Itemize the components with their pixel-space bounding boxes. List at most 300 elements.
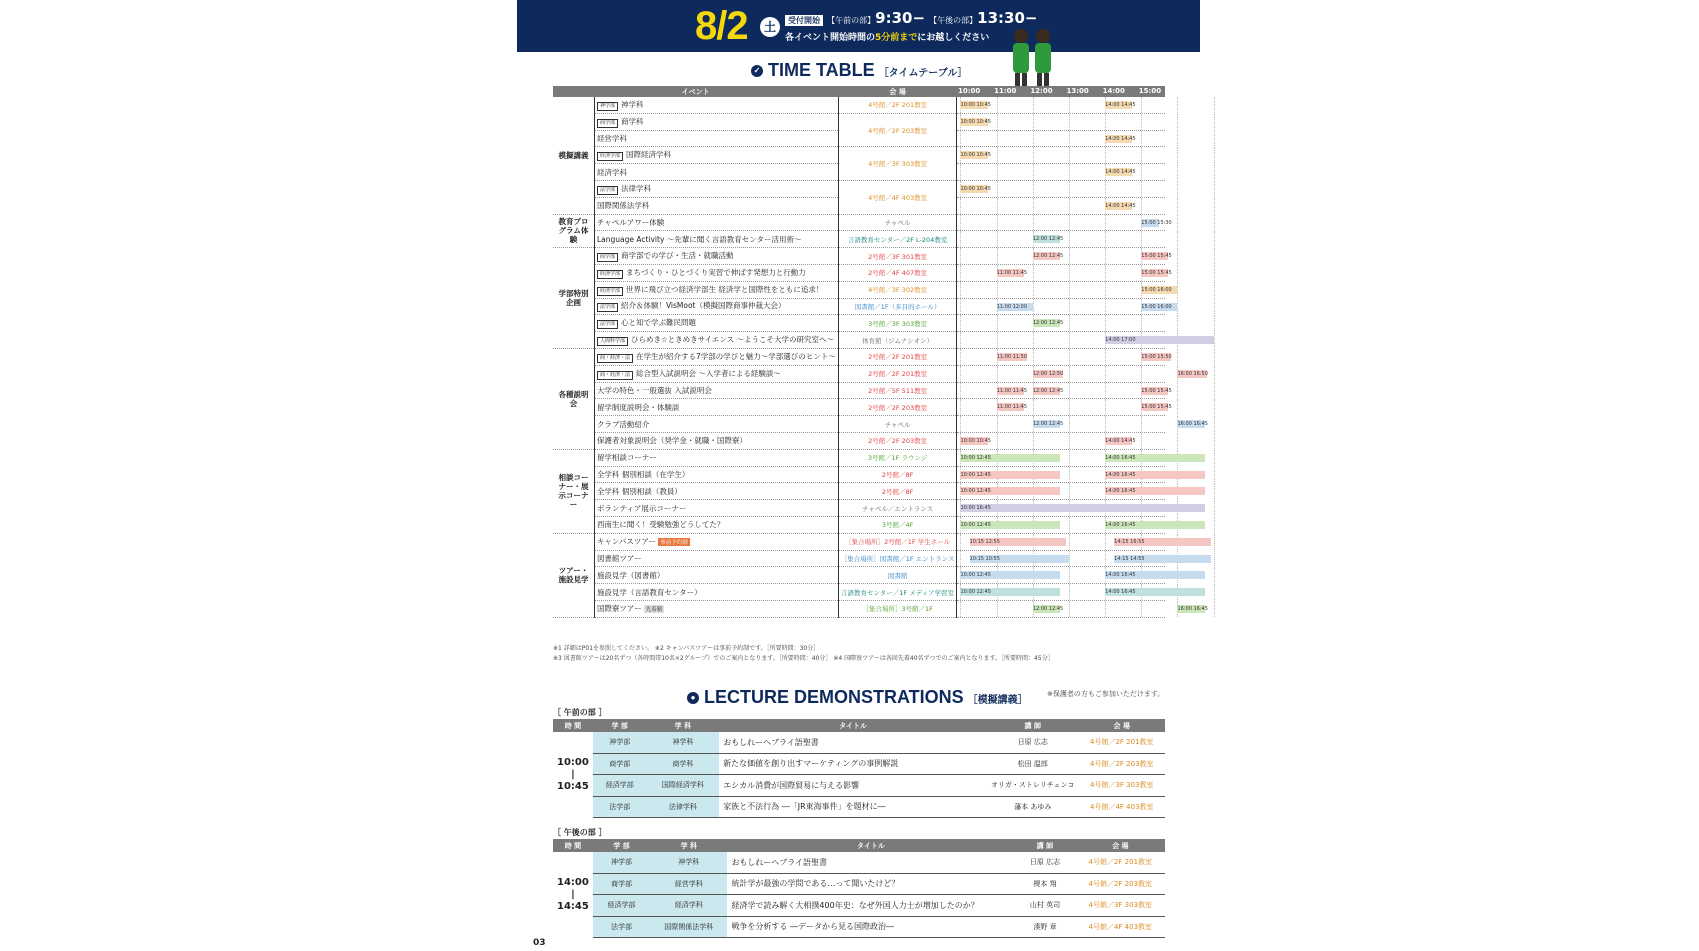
timetable-row bbox=[553, 382, 1165, 399]
hour-gridline bbox=[1069, 601, 1070, 617]
hours-header bbox=[957, 86, 1234, 97]
session-bar: 10:00 10:45 bbox=[960, 152, 991, 159]
lecture-room: 4号館／2F 201教室 bbox=[1079, 732, 1165, 753]
timetable-row bbox=[553, 97, 1165, 113]
schedule-cell bbox=[957, 600, 1208, 617]
lecture-row bbox=[553, 732, 1165, 753]
event-name: 全学科 個別相談（教員） bbox=[596, 486, 682, 496]
timetable-row bbox=[553, 416, 1165, 433]
faculty-tag: 法学部 bbox=[597, 320, 618, 329]
event-name-cell bbox=[594, 466, 838, 483]
event-name-cell bbox=[594, 348, 838, 365]
session-bar: 14:00 16:45 bbox=[1105, 588, 1204, 596]
lecture-room: 4号館／2F 203教室 bbox=[1076, 873, 1165, 895]
session-bar: 12:00 12:45 bbox=[1032, 253, 1064, 260]
venue-cell: 2号館／2F 203教室 bbox=[838, 399, 957, 416]
hour-gridline bbox=[1033, 131, 1034, 147]
venue-cell: 2号館／8F bbox=[838, 483, 957, 500]
hour-gridline bbox=[1214, 299, 1215, 315]
reception-line bbox=[785, 9, 1038, 27]
hour-gridline bbox=[1069, 517, 1070, 533]
am-lecture-body bbox=[553, 732, 1165, 818]
event-name-cell bbox=[594, 382, 838, 399]
hour-gridline bbox=[960, 399, 961, 415]
lecturer-name: 松田 温郎 bbox=[987, 753, 1079, 775]
lecture-title: 経済学で読み解く大相撲400年史：なぜ外国人力士が増加したのか？ bbox=[727, 895, 1014, 917]
event-name: キャンパスツアー bbox=[596, 537, 657, 547]
timetable-row bbox=[553, 449, 1165, 466]
lectures-title: LECTURE DEMONSTRATIONS bbox=[704, 687, 964, 707]
hour-gridline bbox=[1105, 265, 1106, 281]
event-name-cell bbox=[594, 332, 838, 349]
hour-gridline bbox=[1105, 416, 1106, 432]
session-bar: 10:00 16:45 bbox=[960, 504, 1204, 512]
session-bar: 12:00 12:45 bbox=[1032, 387, 1064, 394]
hour-gridline bbox=[1141, 433, 1142, 449]
session-bar: 15:00 16:00 bbox=[1141, 286, 1177, 294]
hour-gridline bbox=[960, 131, 961, 147]
hour-gridline bbox=[1069, 299, 1070, 315]
lectures-note: ※保護者の方もご参加いただけます。 bbox=[1047, 690, 1165, 698]
event-weekday: 土 bbox=[760, 17, 780, 37]
hour-gridline bbox=[1177, 315, 1178, 331]
event-name-cell bbox=[594, 365, 838, 382]
dept-cell: 法律学科 bbox=[647, 796, 720, 818]
event-name-cell bbox=[594, 130, 838, 147]
session-end: 10:45 bbox=[557, 780, 589, 792]
lecture-room: 4号館／3F 303教室 bbox=[1076, 895, 1165, 917]
schedule-cell bbox=[957, 264, 1172, 281]
faculty-cell: 商学部 bbox=[593, 753, 647, 775]
group-label: 各種説明会 bbox=[553, 348, 594, 449]
brochure-page bbox=[517, 0, 1234, 951]
hour-gridline bbox=[960, 231, 961, 247]
timetable-row bbox=[553, 281, 1165, 298]
hour-label: 15:00 bbox=[1138, 87, 1162, 95]
event-name-cell bbox=[594, 600, 838, 617]
schedule-cell bbox=[957, 416, 1208, 433]
lecturer-name: 日原 広志 bbox=[1014, 852, 1075, 873]
hour-gridline bbox=[1141, 97, 1142, 113]
schedule-cell bbox=[957, 399, 1172, 416]
session-bar: 11:00 11:50 bbox=[996, 353, 1028, 360]
session-bar: 16:00 16:45 bbox=[1177, 605, 1208, 612]
lecture-room: 4号館／3F 303教室 bbox=[1079, 775, 1165, 797]
hour-gridline bbox=[1177, 164, 1178, 180]
event-name-cell bbox=[594, 516, 838, 533]
pm-lecture-table bbox=[553, 839, 1165, 938]
schedule-cell bbox=[957, 315, 1165, 332]
event-name-cell bbox=[594, 584, 838, 601]
venue-cell: 3号館／4F bbox=[838, 516, 957, 533]
event-name: 在学生が紹介する7学部の学びと魅力～学部選びのヒント～ bbox=[635, 351, 836, 361]
am-session-label: ［ 午前の部 ］ bbox=[553, 708, 607, 717]
timetable-row bbox=[553, 399, 1165, 416]
title-header: タイトル bbox=[719, 719, 987, 732]
venue-cell: ［集合場所］2号館／1F 学生ホール bbox=[838, 533, 957, 550]
schedule-cell bbox=[957, 348, 1172, 365]
lecture-row bbox=[553, 852, 1165, 873]
venue-header: 会 場 bbox=[838, 86, 957, 97]
hour-gridline bbox=[1033, 282, 1034, 298]
hour-gridline bbox=[1214, 332, 1215, 348]
check-icon: ✓ bbox=[751, 65, 763, 77]
lecturer-name: オリガ・ストレリチェンコ bbox=[987, 775, 1079, 797]
dept-cell: 経済学科 bbox=[650, 895, 727, 917]
timetable-row bbox=[553, 214, 1165, 231]
hour-label: 10:00 bbox=[957, 87, 981, 95]
group-label: 学部特別企画 bbox=[553, 248, 594, 349]
hour-gridline bbox=[1069, 433, 1070, 449]
hour-gridline bbox=[997, 147, 998, 163]
session-bar: 15:00 15:45 bbox=[1141, 387, 1172, 394]
venue-cell: 4号館／3F 303教室 bbox=[838, 147, 957, 181]
hour-gridline bbox=[1214, 450, 1215, 466]
session-bar: 14:00 16:45 bbox=[1105, 571, 1204, 579]
session-bar: 10:00 12:45 bbox=[960, 471, 1059, 479]
arrival-note-pre: 各イベント開始時間の bbox=[785, 33, 876, 43]
group-label: 相談コーナー・展示コーナー bbox=[553, 449, 594, 533]
hour-gridline bbox=[1105, 114, 1106, 130]
session-bar: 15:00 15:45 bbox=[1141, 253, 1172, 260]
event-name: 世界に飛び立つ経済学部生 経済学と国際性をともに追求！ bbox=[625, 284, 824, 294]
venue-cell: 3号館／1F ラウンジ bbox=[838, 449, 957, 466]
dept-cell: 国際関係法学科 bbox=[650, 916, 727, 938]
hour-gridline bbox=[1033, 399, 1034, 415]
dept-cell: 神学科 bbox=[650, 852, 727, 873]
faculty-header: 学 部 bbox=[593, 839, 650, 852]
hour-gridline bbox=[1214, 366, 1215, 382]
schedule-cell bbox=[957, 550, 1165, 567]
hour-gridline bbox=[960, 215, 961, 231]
timetable-row bbox=[553, 567, 1165, 584]
hour-gridline bbox=[1214, 551, 1215, 567]
hour-gridline bbox=[997, 164, 998, 180]
venue-cell: 2号館／2F 201教室 bbox=[838, 365, 957, 382]
am-label: 【午前の部】 bbox=[827, 16, 876, 25]
lecture-row bbox=[553, 775, 1165, 797]
hour-gridline bbox=[1033, 97, 1034, 113]
first-come-badge: 先着制 bbox=[645, 607, 663, 614]
hour-gridline bbox=[1141, 147, 1142, 163]
schedule-cell bbox=[957, 214, 1172, 231]
event-name: 留学相談コーナー bbox=[596, 453, 657, 463]
event-name-cell bbox=[594, 298, 838, 315]
hour-gridline bbox=[1214, 349, 1215, 365]
hour-gridline bbox=[1105, 383, 1106, 399]
schedule-cell bbox=[957, 466, 1165, 483]
timetable-row bbox=[553, 264, 1165, 281]
faculty-cell: 神学部 bbox=[593, 852, 650, 873]
room-header: 会 場 bbox=[1079, 719, 1165, 732]
faculty-tag: 法学部 bbox=[597, 303, 618, 312]
timetable-row bbox=[553, 298, 1165, 315]
schedule-cell bbox=[957, 500, 1165, 517]
time-header: 時 間 bbox=[553, 839, 593, 852]
hour-label: 11:00 bbox=[994, 87, 1017, 95]
hour-gridline bbox=[1069, 366, 1070, 382]
hour-gridline bbox=[1141, 114, 1142, 130]
timetable-row bbox=[553, 533, 1165, 550]
hour-gridline bbox=[1105, 349, 1106, 365]
hour-gridline bbox=[1069, 164, 1070, 180]
session-bar: 14:00 14:45 bbox=[1105, 135, 1136, 142]
session-bar: 12:00 12:45 bbox=[1032, 605, 1064, 612]
hour-gridline bbox=[1177, 215, 1178, 231]
hour-gridline bbox=[960, 332, 961, 348]
session-bar: 10:15 12:55 bbox=[970, 538, 1067, 546]
lectures-heading bbox=[687, 687, 1028, 708]
hour-gridline bbox=[1214, 282, 1215, 298]
hour-gridline bbox=[1214, 231, 1215, 247]
hour-gridline bbox=[1214, 97, 1215, 113]
session-bar: 10:00 12:45 bbox=[960, 521, 1059, 529]
hour-gridline bbox=[960, 198, 961, 214]
lecture-row bbox=[553, 796, 1165, 818]
session-bar: 15:00 15:30 bbox=[1141, 219, 1172, 226]
lecture-header-row bbox=[553, 839, 1165, 852]
lecture-title: 統計学が最強の学問である…って聞いたけど？ bbox=[727, 873, 1014, 895]
faculty-tag: 商・経済・法 bbox=[597, 371, 633, 380]
timetable-row bbox=[553, 483, 1165, 500]
hour-gridline bbox=[1069, 383, 1070, 399]
session-bar: 14:00 14:45 bbox=[1105, 102, 1136, 108]
hour-gridline bbox=[1069, 114, 1070, 130]
hour-gridline bbox=[997, 198, 998, 214]
event-name: 商学部での学び・生活・就職活動 bbox=[620, 251, 734, 261]
session-bar: 14:00 16:45 bbox=[1105, 471, 1204, 479]
hour-gridline bbox=[1177, 198, 1178, 214]
hour-gridline bbox=[1177, 97, 1178, 113]
hour-gridline bbox=[1105, 181, 1106, 197]
venue-cell: 3号館／3F 303教室 bbox=[838, 315, 957, 332]
event-name: 紹介＆体験！VisMoot（模擬国際商事仲裁大会） bbox=[620, 301, 786, 311]
hour-gridline bbox=[1105, 231, 1106, 247]
timetable-row bbox=[553, 516, 1165, 533]
event-name-cell bbox=[594, 315, 838, 332]
hour-gridline bbox=[997, 601, 998, 617]
hour-gridline bbox=[1214, 315, 1215, 331]
event-name-cell bbox=[594, 197, 838, 214]
event-name-cell bbox=[594, 533, 838, 550]
hour-gridline bbox=[960, 265, 961, 281]
venue-cell: 体育館（ジムナシオン） bbox=[838, 332, 957, 349]
dept-cell: 国際経済学科 bbox=[647, 775, 720, 797]
hour-gridline bbox=[997, 248, 998, 264]
hour-gridline bbox=[1033, 181, 1034, 197]
event-name: 心と知で学ぶ難民問題 bbox=[620, 318, 696, 328]
hour-gridline bbox=[1069, 483, 1070, 499]
hour-gridline bbox=[1214, 483, 1215, 499]
dept-cell: 神学科 bbox=[647, 732, 720, 753]
event-name: 経営学科 bbox=[596, 133, 627, 143]
hour-gridline bbox=[1214, 383, 1215, 399]
event-name: 大学の特色・一般選抜 入試説明会 bbox=[596, 385, 712, 395]
hour-gridline bbox=[1214, 215, 1215, 231]
schedule-cell bbox=[957, 298, 1172, 315]
lecture-title: エシカル消費が国際貿易に与える影響 bbox=[719, 775, 987, 797]
schedule-cell bbox=[957, 281, 1172, 298]
time-header: 時 間 bbox=[553, 719, 593, 732]
timetable-row bbox=[553, 584, 1165, 601]
hour-gridline bbox=[1069, 131, 1070, 147]
lecture-room: 4号館／4F 403教室 bbox=[1079, 796, 1165, 818]
event-name-cell bbox=[594, 113, 838, 130]
hour-gridline bbox=[997, 366, 998, 382]
session-bar: 10:00 10:45 bbox=[960, 185, 991, 192]
event-name-cell bbox=[594, 449, 838, 466]
hour-gridline bbox=[1214, 467, 1215, 483]
hour-gridline bbox=[1069, 332, 1070, 348]
lecture-title: 新たな価値を創り出すマーケティングの事例解説 bbox=[719, 753, 987, 775]
timetable-row bbox=[553, 180, 1165, 197]
event-name: 西南生に聞く！受験勉強どうしてた？ bbox=[596, 520, 725, 530]
timetable-notes bbox=[553, 644, 1054, 664]
event-name-cell bbox=[594, 281, 838, 298]
lecture-row bbox=[553, 873, 1165, 895]
hour-gridline bbox=[1105, 147, 1106, 163]
timetable-heading bbox=[751, 60, 967, 81]
timetable-row bbox=[553, 231, 1165, 248]
hour-gridline bbox=[1033, 114, 1034, 130]
hour-gridline bbox=[960, 383, 961, 399]
hour-gridline bbox=[960, 248, 961, 264]
session-bar: 11:00 11:45 bbox=[996, 269, 1028, 276]
dept-cell: 商学科 bbox=[647, 753, 720, 775]
event-name: 総合型入試説明会 ～入学者による経験談～ bbox=[635, 368, 781, 378]
faculty-cell: 神学部 bbox=[593, 732, 647, 753]
timetable-row bbox=[553, 147, 1165, 164]
group-label: ツアー・施設見学 bbox=[553, 533, 594, 617]
timetable-row bbox=[553, 315, 1165, 332]
session-bar: 14:15 16:55 bbox=[1114, 538, 1211, 546]
staff-illustration bbox=[1004, 26, 1060, 86]
arrival-note-post: にお越しください bbox=[917, 33, 990, 43]
hour-gridline bbox=[1105, 299, 1106, 315]
hour-gridline bbox=[997, 181, 998, 197]
faculty-tag: 神学部 bbox=[597, 102, 618, 111]
event-name: クラブ活動紹介 bbox=[596, 419, 650, 429]
dept-cell: 経営学科 bbox=[650, 873, 727, 895]
event-name: 経済学科 bbox=[596, 167, 627, 177]
hour-gridline bbox=[1214, 248, 1215, 264]
event-name-cell bbox=[594, 214, 838, 231]
event-name: 神学科 bbox=[620, 99, 644, 109]
arrival-note bbox=[785, 30, 989, 43]
event-name-cell bbox=[594, 500, 838, 517]
session-bar: 12:00 12:45 bbox=[1032, 320, 1064, 327]
session-bar: 10:00 12:45 bbox=[960, 588, 1059, 596]
hour-gridline bbox=[960, 551, 961, 567]
session-end: 14:45 bbox=[557, 900, 589, 912]
note-line: ※3 図書館ツアーは20名ずつ（各時間帯10名×2グループ）でのご案内となります。［所要時間：40分］ ※4 国際寮ツアーは各回先着40名ずつでのご案内となります。［所要時間：45分］ bbox=[553, 655, 1054, 662]
hour-label: 12:00 bbox=[1030, 87, 1053, 95]
hour-gridline bbox=[997, 332, 998, 348]
hour-gridline bbox=[1177, 433, 1178, 449]
timetable-row bbox=[553, 332, 1165, 349]
event-name: Language Activity ～先輩に聞く言語教育センター活用術～ bbox=[596, 234, 802, 244]
event-name-cell bbox=[594, 416, 838, 433]
session-bar: 10:15 10:55 bbox=[970, 555, 1069, 563]
reservation-badge: 事前予約制 bbox=[660, 540, 688, 547]
pm-session-label: ［ 午後の部 ］ bbox=[553, 828, 607, 837]
timetable-row bbox=[553, 550, 1165, 567]
room-header: 会 場 bbox=[1076, 839, 1165, 852]
session-start: 10:00 bbox=[557, 756, 589, 768]
hour-gridline bbox=[1069, 467, 1070, 483]
hour-gridline bbox=[997, 97, 998, 113]
session-time bbox=[553, 732, 593, 818]
pm-time: 13:30− bbox=[977, 9, 1038, 27]
faculty-tag: 人間科学部 bbox=[597, 337, 628, 346]
lecturer-name: 山村 英司 bbox=[1014, 895, 1075, 917]
session-bar: 14:00 16:45 bbox=[1105, 521, 1204, 529]
hour-gridline bbox=[960, 282, 961, 298]
lecture-room: 4号館／4F 403教室 bbox=[1076, 916, 1165, 938]
hour-gridline bbox=[1069, 315, 1070, 331]
venue-cell: 2号館／3F 301教室 bbox=[838, 248, 957, 265]
session-bar: 16:00 16:50 bbox=[1177, 370, 1208, 377]
session-bar: 15:00 15:50 bbox=[1141, 353, 1172, 360]
faculty-cell: 経済学部 bbox=[593, 895, 650, 917]
hour-gridline bbox=[1069, 265, 1070, 281]
hour-gridline bbox=[1033, 198, 1034, 214]
faculty-header: 学 部 bbox=[593, 719, 647, 732]
hour-gridline bbox=[1033, 215, 1034, 231]
faculty-tag: 商学部 bbox=[597, 253, 618, 262]
faculty-tag: 法学部 bbox=[597, 186, 618, 195]
session-bar: 10:00 10:45 bbox=[960, 118, 991, 125]
note-line: ※1 詳細はP01を参照してください。 ※2 キャンパスツアーは事前予約制です。［所要時間：30分］ bbox=[553, 645, 820, 652]
hour-label: 16:00 bbox=[1174, 87, 1198, 95]
session-bar: 14:00 16:45 bbox=[1105, 454, 1204, 462]
session-bar: 11:00 12:00 bbox=[997, 303, 1033, 311]
title-header: タイトル bbox=[727, 839, 1014, 852]
faculty-cell: 法学部 bbox=[593, 916, 650, 938]
timetable-title: TIME TABLE bbox=[768, 60, 875, 80]
schedule-cell bbox=[957, 130, 1165, 147]
session-bar: 12:00 12:50 bbox=[1032, 370, 1064, 377]
venue-cell: 4号館／3F 302教室 bbox=[838, 281, 957, 298]
lecture-title: おもしれーヘブライ語聖書 bbox=[719, 732, 987, 753]
lecturer-header: 講 師 bbox=[987, 719, 1079, 732]
lecture-row bbox=[553, 916, 1165, 938]
event-name-cell bbox=[594, 180, 838, 197]
venue-cell: ［集合場所］3号館／1F bbox=[838, 600, 957, 617]
hour-gridline bbox=[1069, 551, 1070, 567]
faculty-tag: 商・経済・法 bbox=[597, 354, 633, 363]
hour-label: 17:00 bbox=[1211, 87, 1234, 95]
hour-gridline bbox=[1105, 282, 1106, 298]
hour-gridline bbox=[997, 416, 998, 432]
schedule-cell bbox=[957, 97, 1165, 113]
event-name: 留学制度説明会・体験談 bbox=[596, 402, 680, 412]
hour-gridline bbox=[1214, 601, 1215, 617]
timetable-row bbox=[553, 113, 1165, 130]
hour-gridline bbox=[1069, 399, 1070, 415]
hour-gridline bbox=[1141, 366, 1142, 382]
time-separator: | bbox=[571, 768, 575, 780]
event-name-cell bbox=[594, 231, 838, 248]
session-bar: 14:00 16:45 bbox=[1105, 487, 1204, 495]
event-name: 施設見学（言語教育センター） bbox=[596, 587, 702, 597]
hour-gridline bbox=[1214, 399, 1215, 415]
hour-gridline bbox=[1177, 383, 1178, 399]
hour-label: 14:00 bbox=[1102, 87, 1125, 95]
hour-gridline bbox=[1069, 248, 1070, 264]
venue-cell: 2号館／2F 201教室 bbox=[838, 348, 957, 365]
faculty-cell: 法学部 bbox=[593, 796, 647, 818]
